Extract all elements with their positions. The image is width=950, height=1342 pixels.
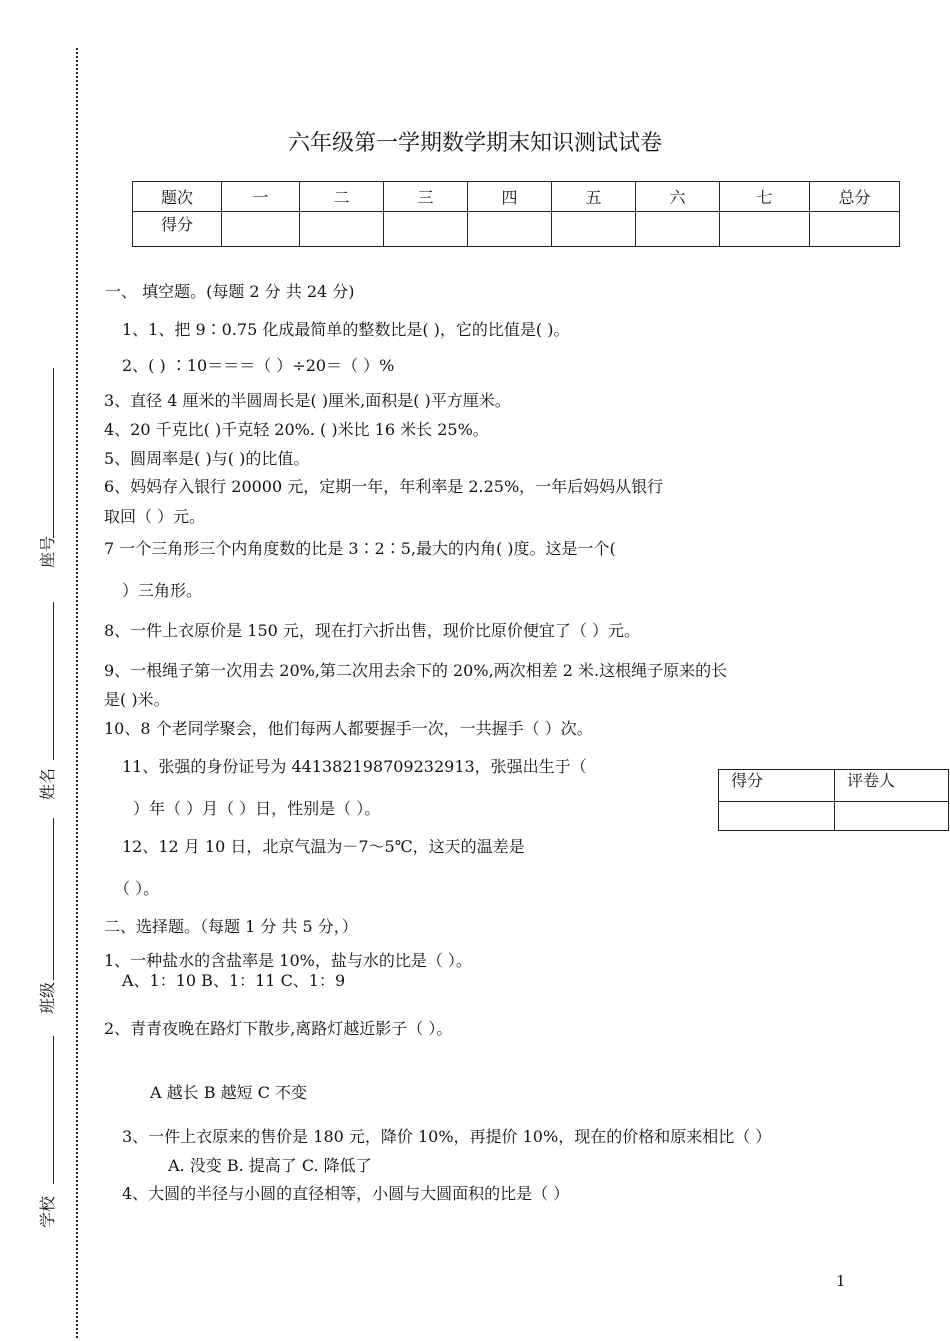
question-11: 11、张强的身份证号为 441382198709232913，张强出生于（ <box>122 757 587 776</box>
score-cell[interactable] <box>300 212 384 247</box>
grader-header-row <box>719 770 949 802</box>
question-11-cont: ）年（ ）月（ ）日，性别是（ ）。 <box>133 799 381 818</box>
choice-question-2: 2、青青夜晚在路灯下散步,离路灯越近影子（ ）。 <box>104 1019 453 1038</box>
page-title: 六年级第一学期数学期末知识测试试卷 <box>287 131 662 156</box>
question-7-cont: ）三角形。 <box>122 581 203 600</box>
score-cell[interactable] <box>552 212 636 247</box>
score-header-cell: 二 <box>300 182 384 212</box>
score-header-cell: 五 <box>552 182 636 212</box>
score-cell[interactable] <box>384 212 468 247</box>
binding-rule-class <box>53 818 54 980</box>
question-10: 10、8 个老同学聚会，他们每两人都要握手一次，一共握手（ ）次。 <box>104 719 593 738</box>
grader-reviewer-header: 评卷人 <box>835 770 949 802</box>
score-cell[interactable] <box>636 212 720 247</box>
score-header-cell: 一 <box>222 182 300 212</box>
question-12-cont: （ ）。 <box>114 879 160 898</box>
question-9: 9、一根绳子第一次用去 20%,第二次用去余下的 20%,两次相差 2 米.这根绳子原来的长 <box>104 661 728 680</box>
grader-reviewer-cell[interactable] <box>835 802 949 831</box>
score-row-label: 得分 <box>133 212 222 247</box>
binding-rule-seat <box>53 368 54 538</box>
score-header-cell: 总分 <box>810 182 900 212</box>
score-cell[interactable] <box>468 212 552 247</box>
binding-rule-school <box>53 1036 54 1184</box>
score-table <box>132 181 900 247</box>
choice-question-1-options: A、1：10 B、1：11 C、1：9 <box>122 971 346 990</box>
grader-score-cell[interactable] <box>719 802 835 831</box>
score-cell[interactable] <box>810 212 900 247</box>
binding-dotted-line <box>76 48 78 1338</box>
score-cell[interactable] <box>222 212 300 247</box>
score-cell[interactable] <box>720 212 810 247</box>
class-label: 班级 <box>38 982 57 1015</box>
question-6: 6、妈妈存入银行 20000 元，定期一年，年利率是 2.25%，一年后妈妈从银行 <box>104 477 664 496</box>
score-header-cell: 六 <box>636 182 720 212</box>
score-header-cell: 三 <box>384 182 468 212</box>
section2-heading: 二、选择题。（每题 1 分 共 5 分，） <box>104 917 358 936</box>
binding-rule-name <box>53 602 54 760</box>
score-header-cell: 题次 <box>133 182 222 212</box>
name-label: 姓名 <box>38 768 57 801</box>
section1-heading: 一、 填空题。(每题 2 分 共 24 分) <box>105 282 355 301</box>
question-8: 8、一件上衣原价是 150 元，现在打六折出售，现价比原价便宜了（ ）元。 <box>104 621 640 640</box>
choice-question-3: 3、一件上衣原来的售价是 180 元，降价 10%，再提价 10%，现在的价格和原来相比（ ） <box>122 1127 772 1146</box>
question-12: 12、12 月 10 日，北京气温为－7～5℃，这天的温差是 <box>122 837 525 856</box>
choice-question-2-options: A 越长 B 越短 C 不变 <box>150 1083 307 1102</box>
choice-question-4: 4、大圆的半径与小圆的直径相等，小圆与大圆面积的比是（ ） <box>122 1184 570 1203</box>
question-2: 2、( ) ∶10＝＝＝（ ）÷20＝（ ）% <box>122 356 395 375</box>
question-5: 5、圆周率是( )与( )的比值。 <box>104 449 310 468</box>
choice-question-1: 1、一种盐水的含盐率是 10%，盐与水的比是（ ）。 <box>104 951 472 970</box>
question-3: 3、直径 4 厘米的半圆周长是( )厘米,面积是( )平方厘米。 <box>104 391 511 410</box>
question-4: 4、20 千克比( )千克轻 20%. ( )米比 16 米长 25%。 <box>104 420 489 439</box>
question-1: 1、1、把 9∶0.75 化成最简单的整数比是( )，它的比值是( )。 <box>122 320 570 339</box>
school-label: 学校 <box>38 1196 57 1229</box>
choice-question-3-options: A. 没变 B. 提高了 C. 降低了 <box>168 1156 372 1175</box>
question-6-cont: 取回（ ）元。 <box>104 507 206 526</box>
score-header-cell: 四 <box>468 182 552 212</box>
grader-entry-row <box>719 802 949 831</box>
page-number: 1 <box>836 1272 846 1290</box>
score-table-score-row <box>133 212 900 247</box>
seat-number-label: 座号 <box>38 536 57 569</box>
question-9-cont: 是( )米。 <box>104 690 170 709</box>
grader-score-header: 得分 <box>719 770 835 802</box>
score-header-cell: 七 <box>720 182 810 212</box>
score-table-header-row <box>133 182 900 212</box>
question-7: 7 一个三角形三个内角度数的比是 3∶2∶5,最大的内角( )度。这是一个( <box>104 539 616 558</box>
grader-table <box>718 769 949 831</box>
